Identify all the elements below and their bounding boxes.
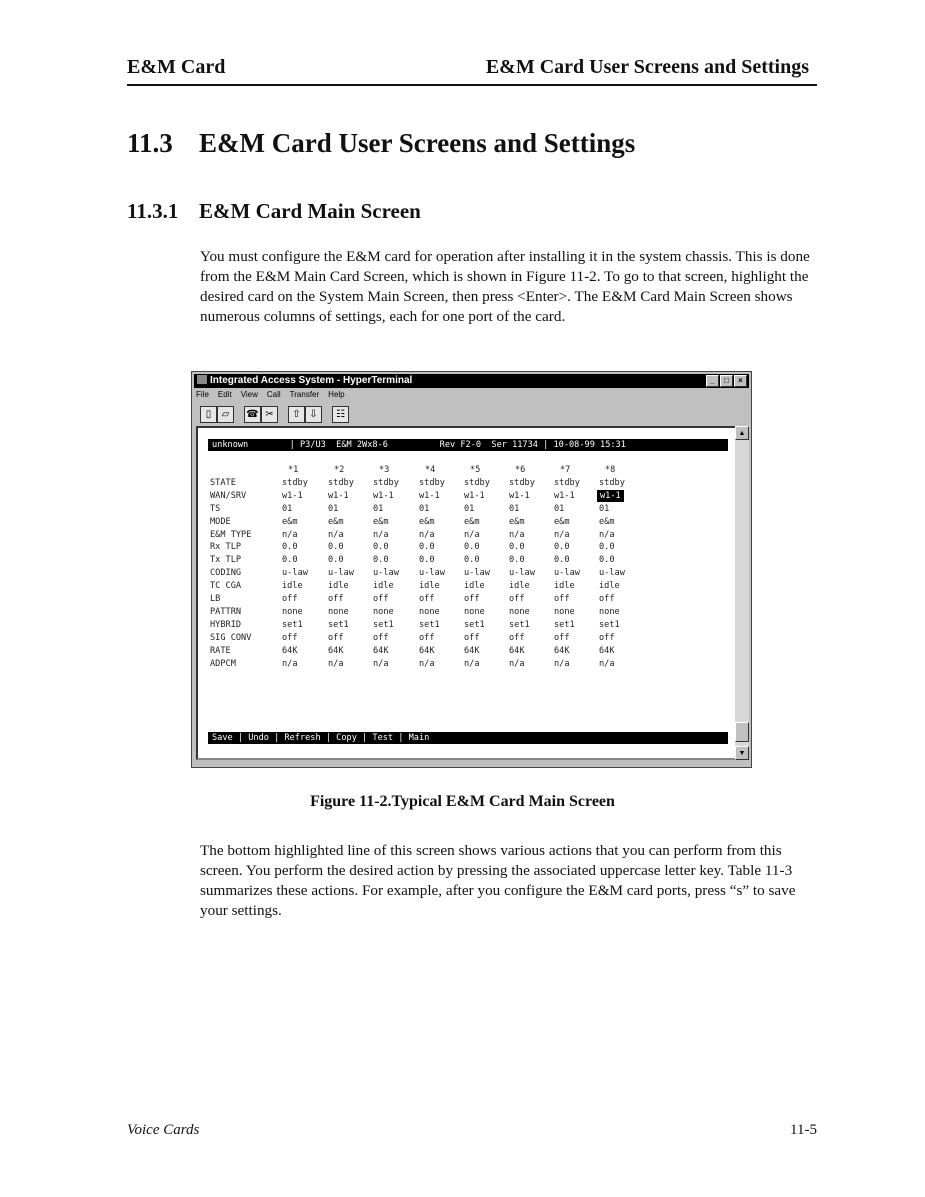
section-title: E&M Card User Screens and Settings xyxy=(199,128,636,158)
setting-value[interactable]: set1 xyxy=(419,619,440,630)
setting-value[interactable]: idle xyxy=(554,581,575,592)
setting-value[interactable]: n/a xyxy=(509,658,525,669)
setting-row xyxy=(210,606,710,618)
setting-value[interactable]: set1 xyxy=(373,619,394,630)
setting-value[interactable]: 01 xyxy=(419,503,430,514)
menu-view[interactable]: View xyxy=(240,390,258,399)
footer-chapter: Voice Cards xyxy=(127,1122,200,1138)
setting-value[interactable]: n/a xyxy=(282,529,298,540)
setting-value[interactable]: n/a xyxy=(328,529,344,540)
setting-value[interactable]: u-law xyxy=(599,568,625,579)
setting-value[interactable]: off xyxy=(419,632,435,643)
setting-value[interactable]: e&m xyxy=(282,516,298,527)
setting-value[interactable]: idle xyxy=(464,581,485,592)
setting-value[interactable]: stdby xyxy=(509,477,535,488)
setting-row xyxy=(210,632,710,644)
setting-value[interactable]: 64K xyxy=(282,645,298,656)
setting-value[interactable]: off xyxy=(282,594,298,604)
setting-value[interactable]: w1-1 xyxy=(509,490,530,501)
setting-row xyxy=(210,554,710,566)
setting-value[interactable]: w1-1 xyxy=(328,490,349,501)
setting-value[interactable]: w1-1 xyxy=(282,490,303,501)
setting-value[interactable]: none xyxy=(509,606,530,617)
vertical-scrollbar[interactable] xyxy=(735,426,749,760)
setting-value[interactable]: stdby xyxy=(282,477,308,488)
subsection-heading xyxy=(127,199,421,224)
setting-value[interactable]: w1-1 xyxy=(464,490,485,501)
header-section: E&M Card User Screens and Settings xyxy=(485,56,809,78)
setting-value[interactable]: 01 xyxy=(464,503,475,514)
setting-value[interactable]: off xyxy=(464,632,480,643)
setting-value[interactable]: idle xyxy=(282,581,303,592)
setting-value[interactable]: off xyxy=(554,632,570,643)
setting-value[interactable]: 64K xyxy=(464,645,480,656)
setting-value[interactable]: n/a xyxy=(554,529,570,540)
setting-value[interactable]: 64K xyxy=(419,645,435,656)
port-number: *5 xyxy=(470,465,481,475)
menu-edit[interactable]: Edit xyxy=(217,390,232,399)
setting-value[interactable]: none xyxy=(464,606,485,617)
setting-label: ADPCM xyxy=(210,658,236,669)
setting-row xyxy=(210,516,710,528)
terminal-status-line: unknown | P3/U3 E&M 2Wx8-6 Rev F2-0 Ser 11734 | 10-08-99 15:31 xyxy=(208,439,728,451)
running-header xyxy=(127,56,817,86)
setting-value[interactable]: 0.0 xyxy=(464,542,480,553)
setting-value[interactable]: off xyxy=(373,594,389,604)
setting-value[interactable]: 64K xyxy=(328,645,344,656)
setting-value[interactable]: n/a xyxy=(419,658,435,669)
port-number: *8 xyxy=(605,465,616,475)
setting-value[interactable]: n/a xyxy=(599,529,615,540)
setting-value[interactable]: 01 xyxy=(509,503,520,514)
setting-value[interactable]: stdby xyxy=(328,477,354,488)
scroll-down-icon[interactable]: ▼ xyxy=(735,746,749,760)
setting-value[interactable]: none xyxy=(599,606,620,617)
setting-value[interactable]: 0.0 xyxy=(554,555,570,566)
setting-value[interactable]: none xyxy=(373,606,394,617)
body-paragraph: The bottom highlighted line of this screen shows various actions that you can perform from this screen. You perform the desired action by pressing the associated uppercase letter key. Table 11-3 summarizes these actions. For example, after you configure the E&M card ports, press “s” to save your settings. xyxy=(200,842,796,919)
setting-row xyxy=(210,529,710,541)
setting-value[interactable]: idle xyxy=(419,581,440,592)
setting-value[interactable]: n/a xyxy=(328,658,344,669)
window-title: Integrated Access System - HyperTerminal xyxy=(210,375,413,386)
setting-label: TS xyxy=(210,503,221,514)
setting-value[interactable]: 0.0 xyxy=(282,542,298,553)
setting-label: HYBRID xyxy=(210,619,242,630)
menu-file[interactable]: File xyxy=(196,390,209,399)
setting-row xyxy=(210,580,710,592)
hyperterminal-window xyxy=(191,371,752,768)
setting-value[interactable]: 0.0 xyxy=(599,542,615,553)
setting-value[interactable]: idle xyxy=(509,581,530,592)
setting-row xyxy=(210,619,710,631)
setting-value[interactable]: e&m xyxy=(373,516,389,527)
setting-label: Tx TLP xyxy=(210,555,242,566)
setting-row xyxy=(210,567,710,579)
setting-value[interactable]: 0.0 xyxy=(599,555,615,566)
setting-value[interactable]: 64K xyxy=(599,645,615,656)
setting-row xyxy=(210,658,710,670)
setting-value[interactable]: u-law xyxy=(328,568,354,579)
setting-value[interactable]: u-law xyxy=(373,568,399,579)
setting-value[interactable]: e&m xyxy=(464,516,480,527)
setting-value[interactable]: u-law xyxy=(419,568,445,579)
setting-value[interactable]: 0.0 xyxy=(373,542,389,553)
toolbar xyxy=(196,404,747,424)
setting-value[interactable]: n/a xyxy=(282,658,298,669)
setting-value[interactable]: e&m xyxy=(419,516,435,527)
properties-icon[interactable]: ☷ xyxy=(332,406,349,423)
setting-value[interactable]: stdby xyxy=(554,477,580,488)
setting-value[interactable]: 64K xyxy=(509,645,525,656)
setting-value[interactable]: set1 xyxy=(509,619,530,630)
setting-value[interactable]: e&m xyxy=(554,516,570,527)
setting-label: E&M TYPE xyxy=(210,529,252,540)
setting-value[interactable]: 0.0 xyxy=(328,555,344,566)
setting-value[interactable]: 01 xyxy=(282,503,293,514)
section-heading xyxy=(127,128,635,159)
menu-transfer[interactable]: Transfer xyxy=(289,390,320,399)
setting-row xyxy=(210,477,710,489)
setting-value[interactable]: w1-1 xyxy=(554,490,575,501)
setting-row xyxy=(210,593,710,605)
setting-value[interactable]: stdby xyxy=(464,477,490,488)
setting-value[interactable]: stdby xyxy=(599,477,625,488)
scroll-thumb[interactable] xyxy=(735,722,749,742)
setting-label: STATE xyxy=(210,477,236,488)
setting-row xyxy=(210,645,710,657)
port-number: *2 xyxy=(334,465,345,475)
setting-value[interactable]: off xyxy=(419,594,435,604)
setting-value[interactable]: 01 xyxy=(373,503,384,514)
close-icon[interactable]: × xyxy=(734,375,747,387)
subsection-number: 11.3.1 xyxy=(127,199,179,223)
setting-value[interactable]: u-law xyxy=(282,568,308,579)
scroll-up-icon[interactable]: ▲ xyxy=(735,426,749,440)
setting-value[interactable]: stdby xyxy=(419,477,445,488)
terminal-command-line[interactable]: Save | Undo | Refresh | Copy | Test | Main xyxy=(208,732,728,744)
setting-value[interactable]: 01 xyxy=(328,503,339,514)
disconnect-icon[interactable]: ✂ xyxy=(261,406,278,423)
setting-value[interactable]: none xyxy=(554,606,575,617)
maximize-icon[interactable]: □ xyxy=(720,375,733,387)
setting-value[interactable]: none xyxy=(328,606,349,617)
phone-icon[interactable]: ☎ xyxy=(244,406,261,423)
setting-value[interactable]: 0.0 xyxy=(554,542,570,553)
setting-value[interactable]: idle xyxy=(328,581,349,592)
setting-value[interactable]: off xyxy=(373,632,389,643)
setting-label: Rx TLP xyxy=(210,542,242,553)
setting-value[interactable]: off xyxy=(599,632,615,643)
setting-label: MODE xyxy=(210,516,231,527)
setting-value[interactable]: idle xyxy=(599,581,620,592)
setting-value[interactable]: off xyxy=(554,594,570,604)
setting-value[interactable]: 0.0 xyxy=(509,555,525,566)
setting-label: CODING xyxy=(210,568,242,579)
setting-value[interactable]: 64K xyxy=(554,645,570,656)
setting-value[interactable]: 0.0 xyxy=(419,555,435,566)
setting-value[interactable]: n/a xyxy=(464,529,480,540)
new-icon[interactable]: ▯ xyxy=(200,406,217,423)
setting-value[interactable]: 0.0 xyxy=(509,542,525,553)
setting-value[interactable]: n/a xyxy=(464,658,480,669)
port-number: *7 xyxy=(560,465,571,475)
setting-value[interactable]: n/a xyxy=(554,658,570,669)
setting-value[interactable]: off xyxy=(509,632,525,643)
send-icon[interactable]: ⇧ xyxy=(288,406,305,423)
setting-label: SIG CONV xyxy=(210,632,252,643)
receive-icon[interactable]: ⇩ xyxy=(305,406,322,423)
setting-value[interactable]: none xyxy=(419,606,440,617)
port-number: *3 xyxy=(379,465,390,475)
terminal-screen xyxy=(208,439,728,744)
setting-value[interactable]: w1-1 xyxy=(419,490,440,501)
setting-value[interactable]: u-law xyxy=(509,568,535,579)
setting-value[interactable]: off xyxy=(464,594,480,604)
setting-value[interactable]: off xyxy=(599,594,615,604)
minimize-icon[interactable]: _ xyxy=(706,375,719,387)
page-number: 11-5 xyxy=(790,1122,817,1138)
setting-value[interactable]: set1 xyxy=(599,619,620,630)
intro-paragraph: You must configure the E&M card for operation after installing it in the system chassis. This is done from the E&M Main Card Screen, which is shown in Figure 11-2. To go to that screen, highlight the desired card on the System Main Screen, then press <Enter>. The E&M Card Main Screen shows numerous columns of settings, each for one port of the card. xyxy=(200,248,810,325)
setting-row xyxy=(210,490,710,502)
menu-call[interactable]: Call xyxy=(266,390,281,399)
setting-value[interactable]: 0.0 xyxy=(464,555,480,566)
setting-value[interactable]: n/a xyxy=(373,529,389,540)
subsection-title: E&M Card Main Screen xyxy=(199,199,421,223)
setting-value[interactable]: e&m xyxy=(599,516,615,527)
setting-label: TC CGA xyxy=(210,581,242,592)
terminal-area[interactable] xyxy=(196,426,737,760)
setting-value[interactable]: n/a xyxy=(599,658,615,669)
setting-value[interactable]: set1 xyxy=(554,619,575,630)
menu-bar xyxy=(196,390,354,399)
setting-value[interactable]: 01 xyxy=(554,503,565,514)
setting-value[interactable]: set1 xyxy=(328,619,349,630)
section-number: 11.3 xyxy=(127,128,173,158)
port-number: *6 xyxy=(515,465,526,475)
setting-label: PATTRN xyxy=(210,606,242,617)
header-chapter: E&M Card xyxy=(127,56,226,78)
setting-value[interactable]: none xyxy=(282,606,303,617)
setting-value[interactable]: off xyxy=(328,632,344,643)
setting-value[interactable]: n/a xyxy=(373,658,389,669)
setting-label: RATE xyxy=(210,645,231,656)
port-number: *1 xyxy=(288,465,299,475)
window-titlebar xyxy=(194,374,749,388)
setting-label: LB xyxy=(210,594,221,604)
setting-value[interactable]: e&m xyxy=(509,516,525,527)
setting-value[interactable]: n/a xyxy=(419,529,435,540)
setting-value[interactable]: 0.0 xyxy=(419,542,435,553)
selected-cell[interactable]: w1-1 xyxy=(597,490,624,502)
setting-value[interactable]: off xyxy=(328,594,344,604)
setting-value[interactable]: 64K xyxy=(373,645,389,656)
open-icon[interactable]: ▱ xyxy=(217,406,234,423)
setting-value[interactable]: n/a xyxy=(509,529,525,540)
setting-value[interactable]: set1 xyxy=(282,619,303,630)
setting-label: WAN/SRV xyxy=(210,490,247,501)
setting-value[interactable]: u-law xyxy=(464,568,490,579)
setting-value[interactable]: idle xyxy=(373,581,394,592)
setting-value[interactable]: u-law xyxy=(554,568,580,579)
setting-row xyxy=(210,503,710,515)
setting-value[interactable]: 0.0 xyxy=(328,542,344,553)
setting-value[interactable]: stdby xyxy=(373,477,399,488)
setting-value[interactable]: w1-1 xyxy=(373,490,394,501)
setting-value[interactable]: e&m xyxy=(328,516,344,527)
setting-value[interactable]: 0.0 xyxy=(282,555,298,566)
setting-value[interactable]: off xyxy=(509,594,525,604)
figure-caption: Figure 11-2.Typical E&M Card Main Screen xyxy=(310,793,615,810)
menu-help[interactable]: Help xyxy=(328,390,345,399)
setting-value[interactable]: off xyxy=(282,632,298,643)
app-icon xyxy=(197,375,207,384)
port-number: *4 xyxy=(425,465,436,475)
setting-value[interactable]: set1 xyxy=(464,619,485,630)
setting-row xyxy=(210,541,710,553)
setting-value[interactable]: 01 xyxy=(599,503,610,514)
setting-value[interactable]: 0.0 xyxy=(373,555,389,566)
